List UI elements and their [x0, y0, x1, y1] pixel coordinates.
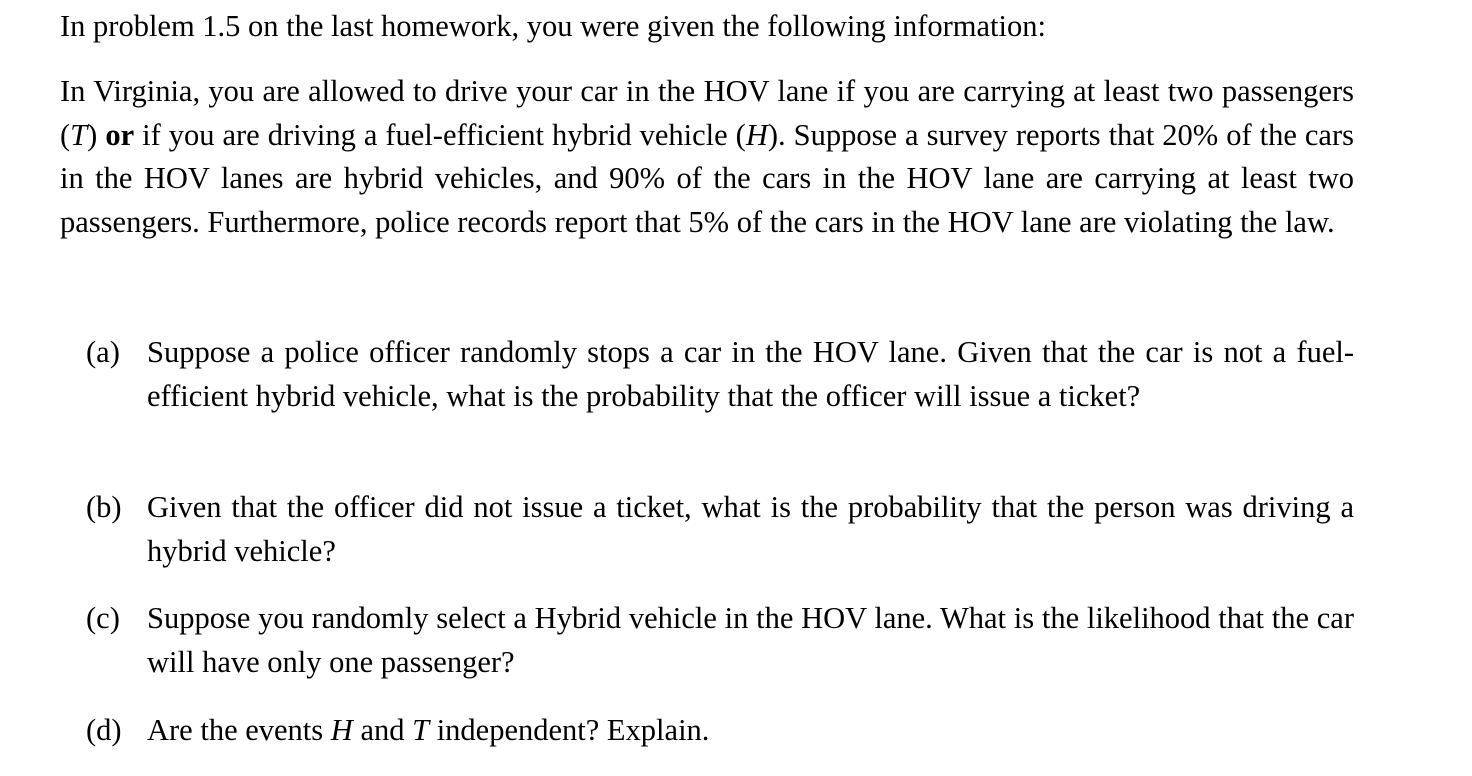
question-b	[86, 486, 1354, 573]
question-a-text: Suppose a police officer randomly stops a car in the HOV lane. Given that the car is not a fuel-efficient hybrid vehicle, what is the probability that the officer will issue a ticket?	[147, 335, 1354, 413]
statement-part-2: )	[87, 117, 106, 152]
intro-sentence: In problem 1.5 on the last homework, you were given the following information:	[60, 9, 1046, 43]
question-d-part-2: and	[352, 713, 413, 747]
question-d-label: (d)	[86, 713, 122, 747]
question-d-variable-h: H	[330, 713, 353, 747]
question-d	[86, 709, 1354, 753]
question-d-text	[147, 709, 1354, 753]
question-d-variable-t: T	[412, 713, 430, 747]
question-c-text: Suppose you randomly select a Hybrid vehicle in the HOV lane. What is the likelihood that the car will have only one passenger?	[147, 601, 1354, 679]
question-b-text: Given that the officer did not issue a ticket, what is the probability that the person was driving a hybrid vehicle?	[147, 490, 1354, 568]
statement-part-1: In Virginia, you are allowed to drive your car in the HOV lane if you are carrying at least two passengers (	[60, 74, 1354, 152]
variable-t: T	[70, 117, 88, 152]
question-c	[86, 597, 1354, 684]
question-b-label: (b)	[86, 490, 122, 524]
question-d-part-3: independent? Explain.	[429, 713, 710, 747]
question-d-part-1: Are the events	[147, 713, 331, 747]
statement-part-4: ). Suppose a survey reports that 20% of the cars in the HOV lanes are hybrid vehicles, and 90% of the cars in the HOV lane are carrying at least two passengers. Furthermore, police records report that 5% of the cars in the HOV lane are violating the law.	[60, 117, 1354, 239]
problem-statement	[60, 70, 1354, 244]
question-a	[86, 331, 1354, 418]
statement-part-3: if you are driving a fuel-efficient hybrid vehicle (	[134, 117, 746, 152]
question-a-label: (a)	[86, 335, 120, 369]
variable-h: H	[745, 117, 768, 152]
question-c-label: (c)	[86, 601, 120, 635]
bold-or: or	[105, 117, 135, 152]
